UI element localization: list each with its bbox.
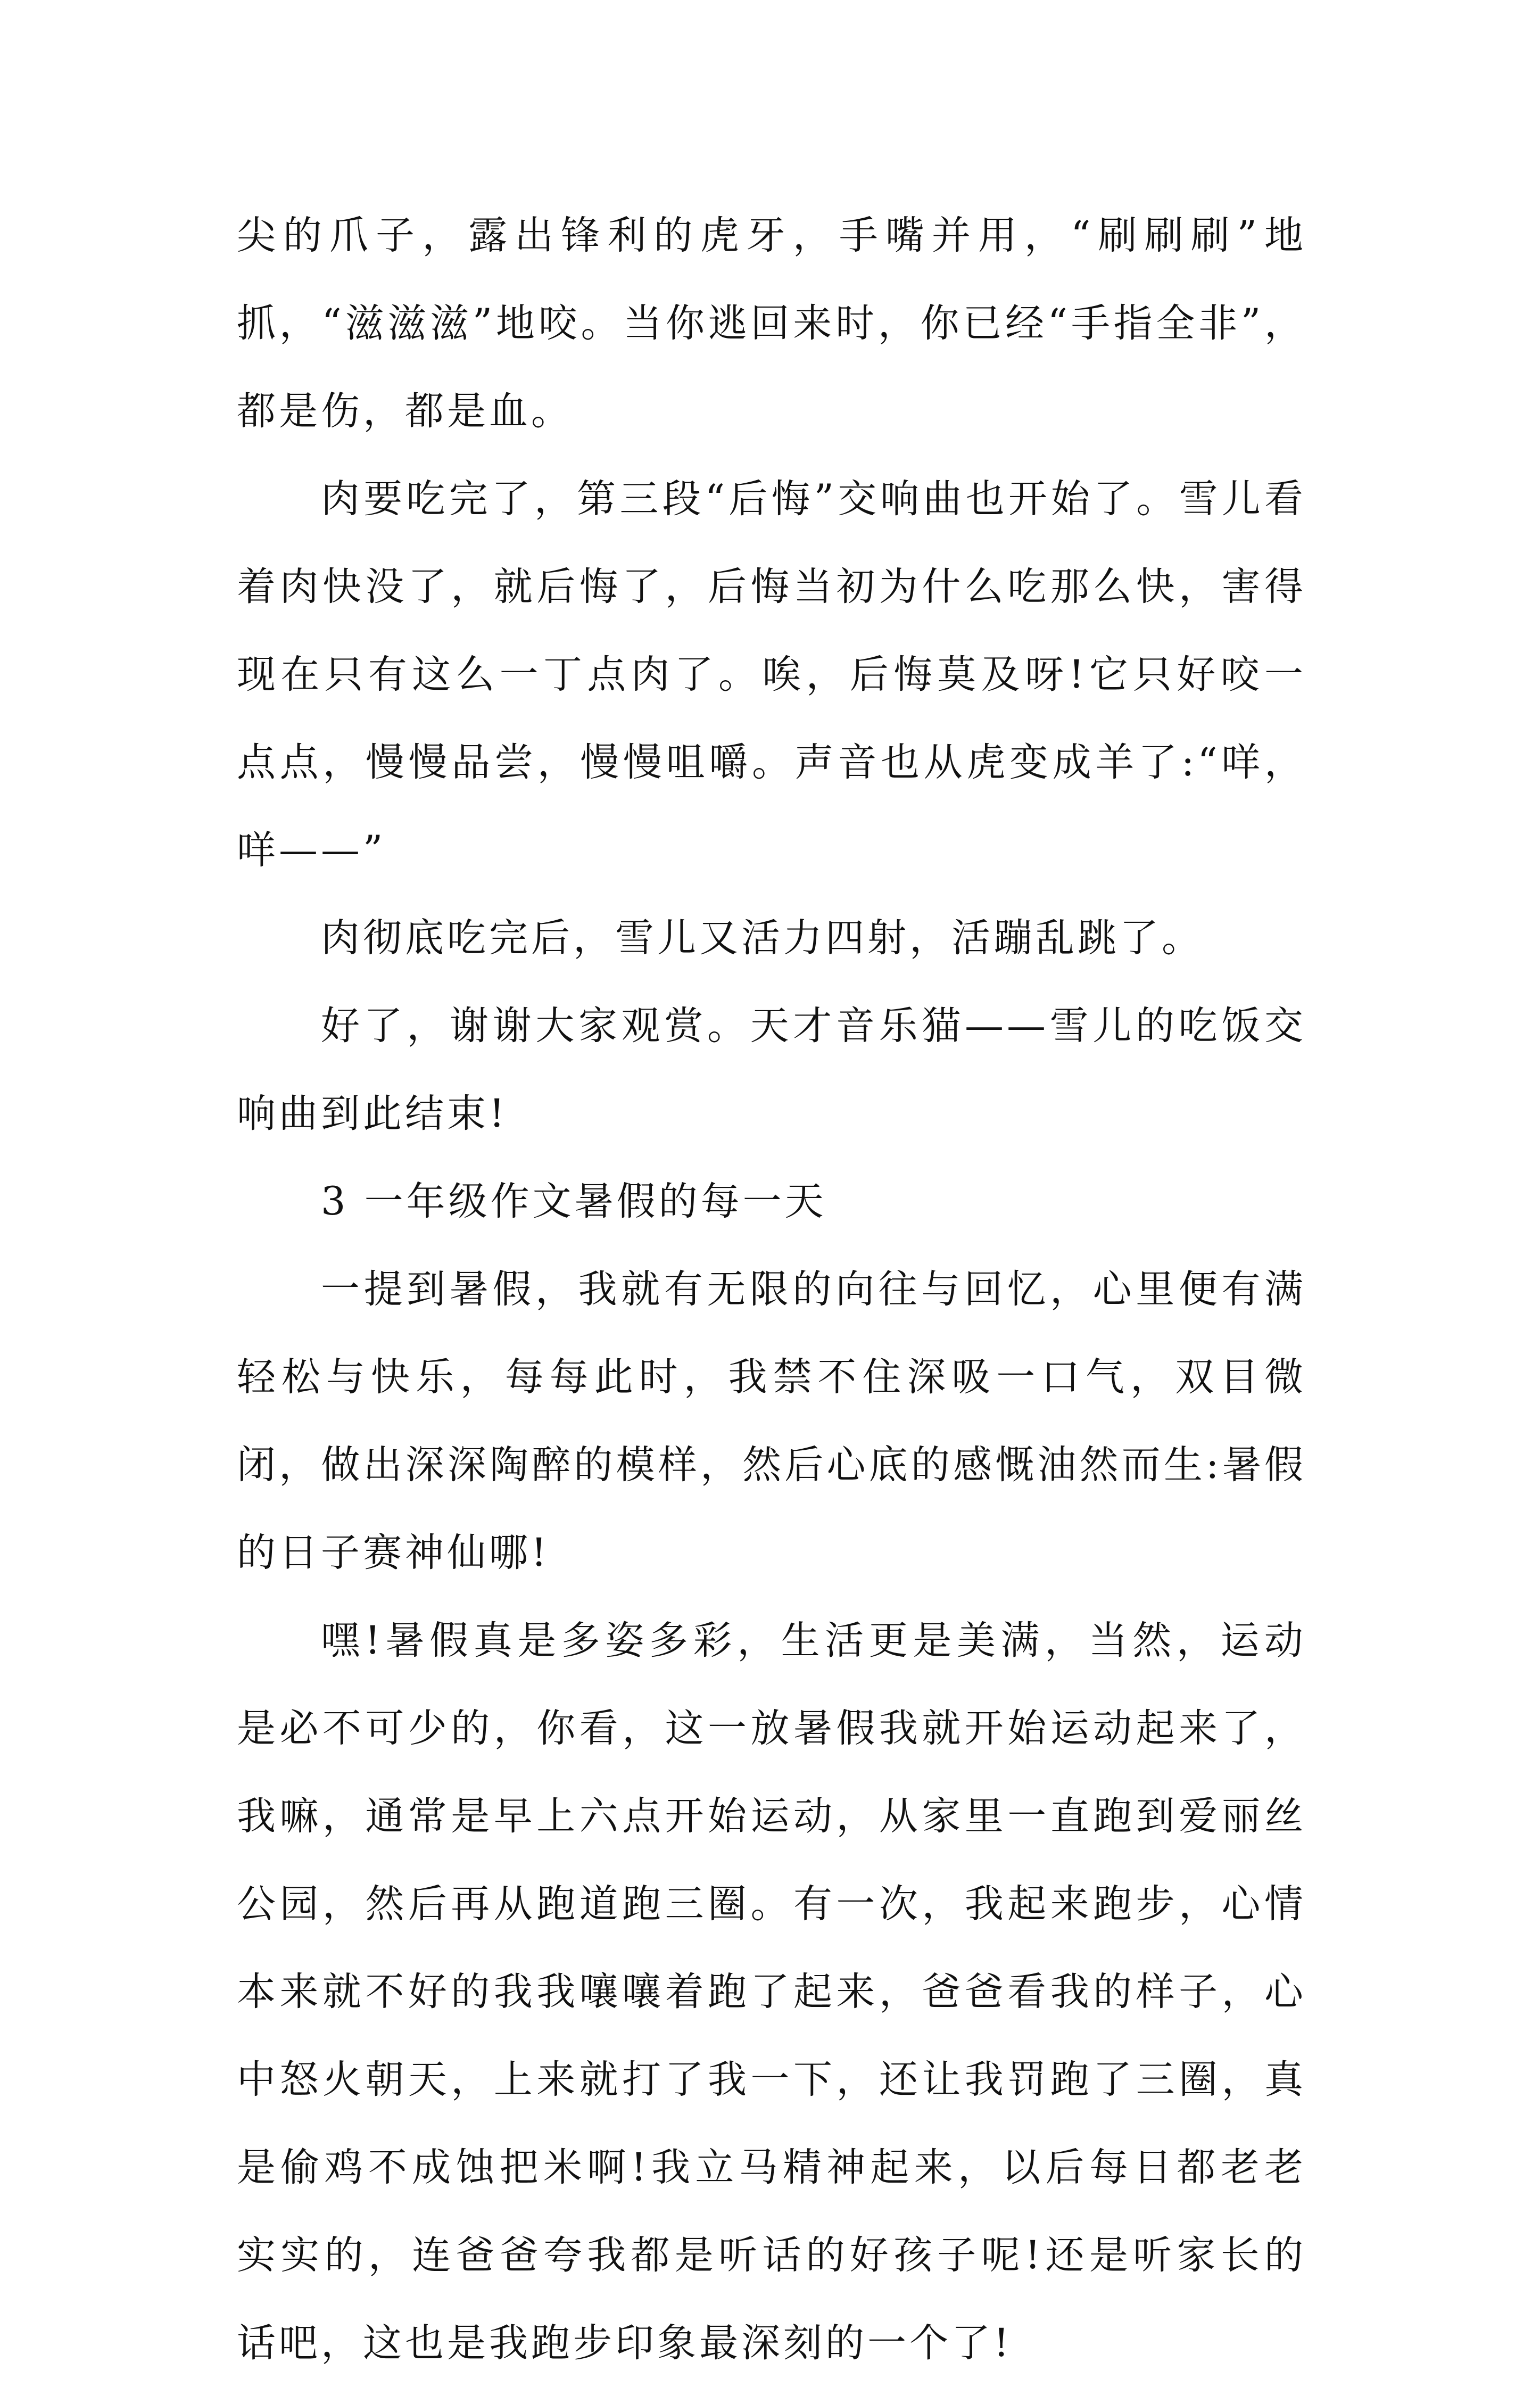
paragraph-5: 一提到暑假，我就有无限的向往与回忆，心里便有满轻松与快乐，每每此时，我禁不住深吸一口气，双目微闭，做出深深陶醉的模样，然后心底的感慨油然而生:暑假的日子赛神仙哪! xyxy=(237,1267,1306,1575)
section-heading: 3 一年级作文暑假的每一天 xyxy=(321,1179,827,1224)
paragraph-1: 尖的爪子，露出锋利的虎牙，手嘴并用，“刷刷刷”地抓，“滋滋滋”地咬。当你逃回来时，你已经“手指全非”，都是伤，都是血。 xyxy=(237,213,1306,434)
paragraph-4: 好了，谢谢大家观赏。天才音乐猫——雪儿的吃饭交响曲到此结束! xyxy=(237,1003,1306,1136)
document-body xyxy=(237,192,1306,2387)
paragraph-6: 嘿!暑假真是多姿多彩，生活更是美满，当然，运动是必不可少的，你看，这一放暑假我就开始运动起来了，我嘛，通常是早上六点开始运动，从家里一直跑到爱丽丝公园，然后再从跑道跑三圈。有一次，我起来跑步，心情本来就不好的我我嚷嚷着跑了起来，爸爸看我的样子，心中怒火朝天，上来就打了我一下，还让我罚跑了三圈，真是偷鸡不成蚀把米啊!我立马精神起来，以后每日都老老实实的，连爸爸夸我都是听话的好孩子呢!还是听家长的话吧，这也是我跑步印象最深刻的一个了! xyxy=(237,1618,1306,2366)
paragraph-3: 肉彻底吃完后，雪儿又活力四射，活蹦乱跳了。 xyxy=(321,915,1204,961)
paragraph-2: 肉要吃完了，第三段“后悔”交响曲也开始了。雪儿看着肉快没了，就后悔了，后悔当初为什么吃那么快，害得现在只有这么一丁点肉了。唉，后悔莫及呀!它只好咬一点点，慢慢品尝，慢慢咀嚼。声音也从虎变成羊了:“咩，咩——” xyxy=(237,476,1306,873)
